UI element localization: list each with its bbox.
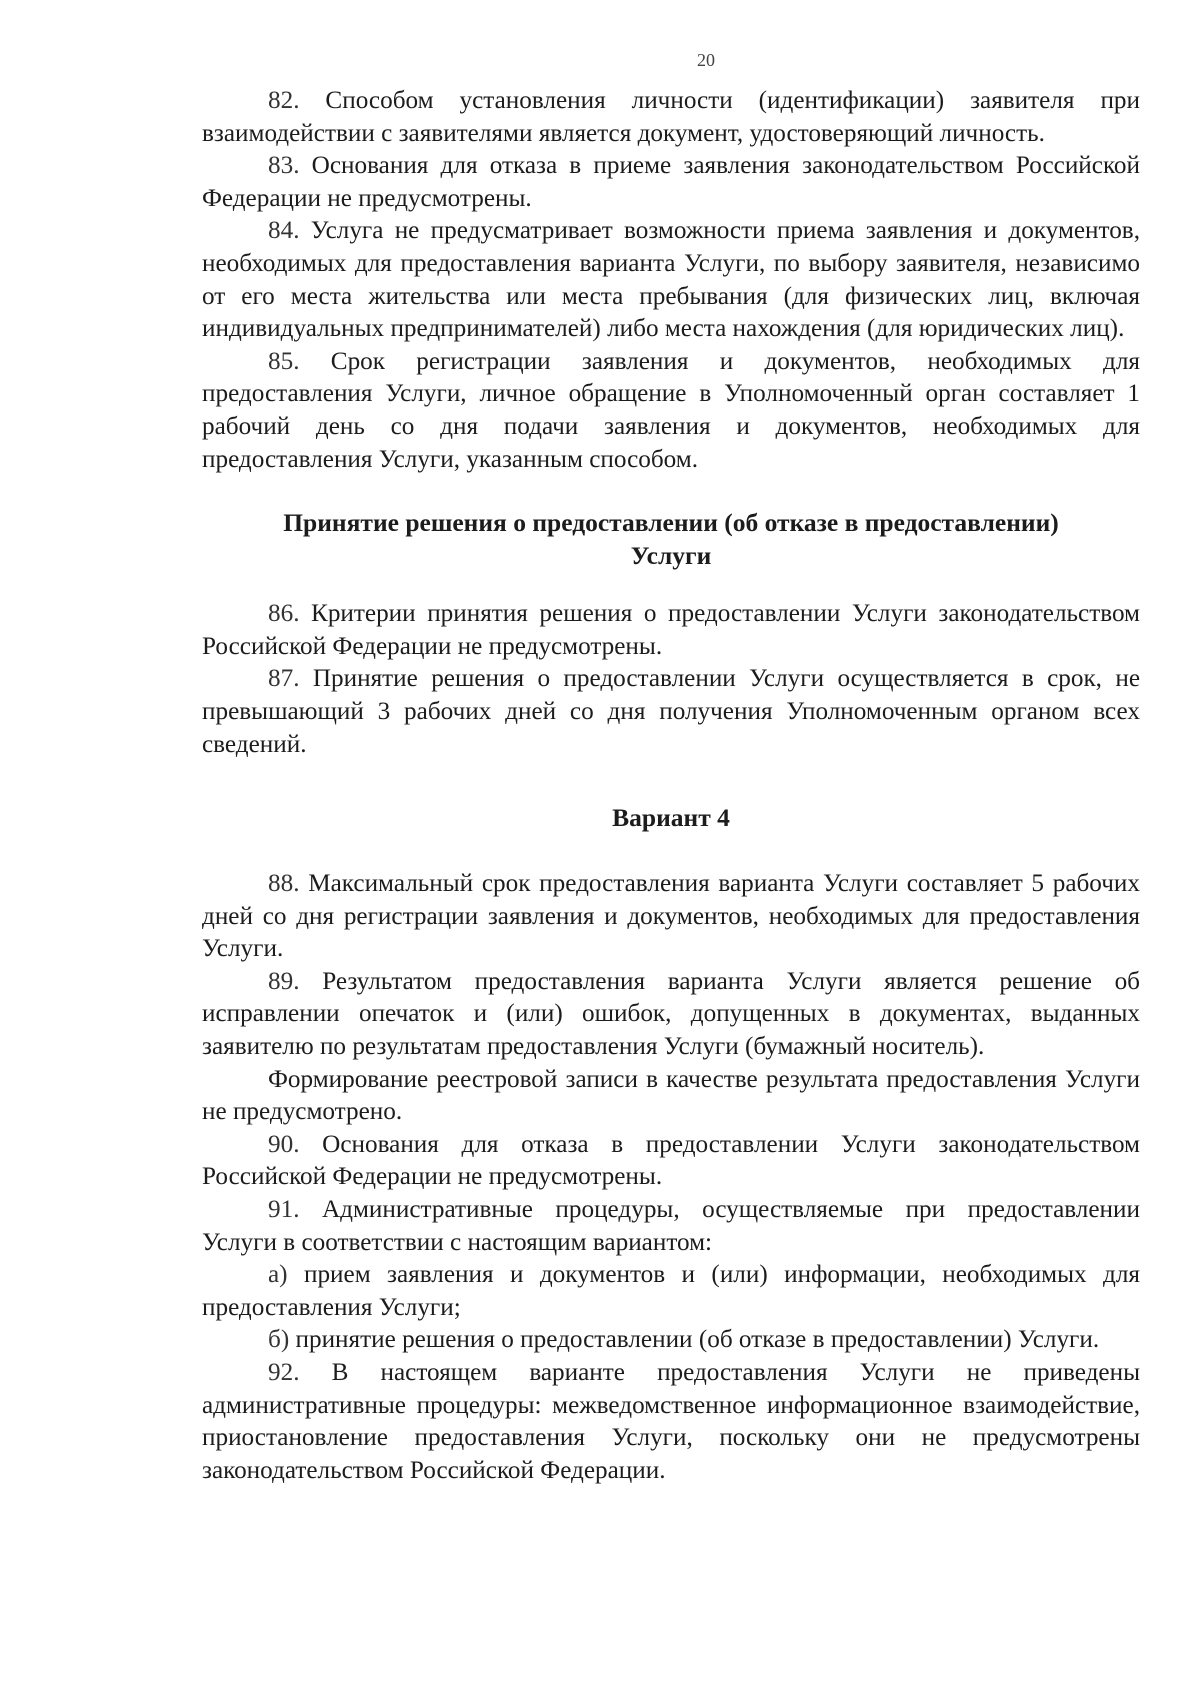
paragraph-number: 92. bbox=[268, 1359, 300, 1386]
paragraph-text: Основания для отказа в предоставлении Услуги законодательством Российской Федерации не предусмотрены. bbox=[202, 1130, 1140, 1191]
paragraph-number: 85. bbox=[268, 347, 300, 375]
list-marker: а) bbox=[268, 1261, 288, 1289]
paragraph-87 bbox=[202, 663, 1140, 761]
paragraph-number: 83. bbox=[268, 152, 300, 180]
list-item-b bbox=[202, 1324, 1140, 1357]
list-item-text: принятие решения о предоставлении (об отказе в предоставлении) Услуги. bbox=[295, 1326, 1100, 1354]
list-item-a bbox=[202, 1259, 1140, 1324]
heading-line-2: Услуги bbox=[630, 541, 712, 571]
paragraph-text: Критерии принятия решения о предоставлении Услуги законодательством Российской Федерации не предусмотрены. bbox=[202, 600, 1140, 660]
paragraph-85 bbox=[202, 346, 1140, 476]
paragraph-number: 90. bbox=[268, 1130, 300, 1158]
paragraph-number: 87. bbox=[268, 665, 300, 693]
paragraph-text: Основания для отказа в приеме заявления законодательством Российской Федерации не предусмотрены. bbox=[202, 152, 1140, 212]
paragraph-number: 91. bbox=[268, 1196, 300, 1224]
section-registration bbox=[202, 85, 1140, 476]
paragraph-86 bbox=[202, 598, 1140, 663]
paragraph-89 bbox=[202, 966, 1140, 1064]
paragraph-90 bbox=[202, 1129, 1140, 1194]
paragraph-number: 89. bbox=[268, 967, 300, 995]
paragraph-text: Формирование реестровой записи в качестве результата предоставления Услуги не предусмотрено. bbox=[202, 1065, 1140, 1126]
page-number: 20 bbox=[697, 50, 715, 70]
section-variant-4 bbox=[202, 868, 1140, 1487]
paragraph-text: Срок регистрации заявления и документов, необходимых для предоставления Услуги, личное обращение в Уполномоченный орган составляет 1 рабочий день со дня подачи заявления и документов, необходимых для предоставления Услуги, указанным способом. bbox=[202, 347, 1141, 473]
paragraph-text: Принятие решения о предоставлении Услуги осуществляется в срок, не превышающий 3 рабочих дней со дня получения Уполномоченным органом всех сведений. bbox=[202, 665, 1140, 758]
list-marker: б) bbox=[268, 1326, 290, 1354]
paragraph-number: 86. bbox=[268, 600, 300, 628]
paragraph-84 bbox=[202, 215, 1140, 345]
variant-heading: Вариант 4 bbox=[612, 803, 730, 833]
paragraph-82 bbox=[202, 85, 1140, 150]
paragraph-text: Административные процедуры, осуществляемые при предоставлении Услуги в соответствии с настоящим вариантом: bbox=[202, 1196, 1140, 1256]
paragraph-number: 88. bbox=[268, 870, 300, 898]
paragraph-92 bbox=[202, 1357, 1140, 1487]
paragraph-text: Услуга не предусматривает возможности приема заявления и документов, необходимых для предоставления варианта Услуги, по выбору заявителя, независимо от его места жительства или места пребывания (для физических лиц, включая индивидуальных предпринимателей) либо места нахождения (для юридических лиц). bbox=[202, 217, 1140, 343]
section-decision bbox=[202, 598, 1140, 761]
paragraph-registry-record bbox=[202, 1064, 1140, 1129]
paragraph-text: Максимальный срок предоставления варианта Услуги составляет 5 рабочих дней со дня регистрации заявления и документов, необходимых для предоставления Услуги. bbox=[202, 870, 1140, 963]
paragraph-91 bbox=[202, 1194, 1140, 1259]
paragraph-text: В настоящем варианте предоставления Услуги не приведены административные процедуры: межведомственное информационное взаимодействие, приостановление предоставления Услуги, поскольку они не предусмотрены законодательством Российской Федерации. bbox=[202, 1359, 1141, 1484]
section-heading-decision bbox=[202, 506, 1140, 572]
section-heading-variant-4 bbox=[202, 801, 1140, 834]
paragraph-83 bbox=[202, 150, 1140, 215]
list-item-text: прием заявления и документов и (или) информации, необходимых для предоставления Услуги; bbox=[202, 1261, 1140, 1321]
paragraph-text: Способом установления личности (идентификации) заявителя при взаимодействии с заявителями является документ, удостоверяющий личность. bbox=[202, 87, 1140, 147]
paragraph-number: 84. bbox=[268, 217, 300, 245]
paragraph-88 bbox=[202, 868, 1140, 966]
paragraph-number: 82. bbox=[268, 87, 300, 114]
paragraph-text: Результатом предоставления варианта Услуги является решение об исправлении опечаток и (или) ошибок, допущенных в документах, выданных заявителю по результатам предоставления Услуги (бумажный носитель). bbox=[202, 967, 1140, 1061]
heading-line-1: Принятие решения о предоставлении (об отказе в предоставлении) bbox=[283, 508, 1059, 538]
